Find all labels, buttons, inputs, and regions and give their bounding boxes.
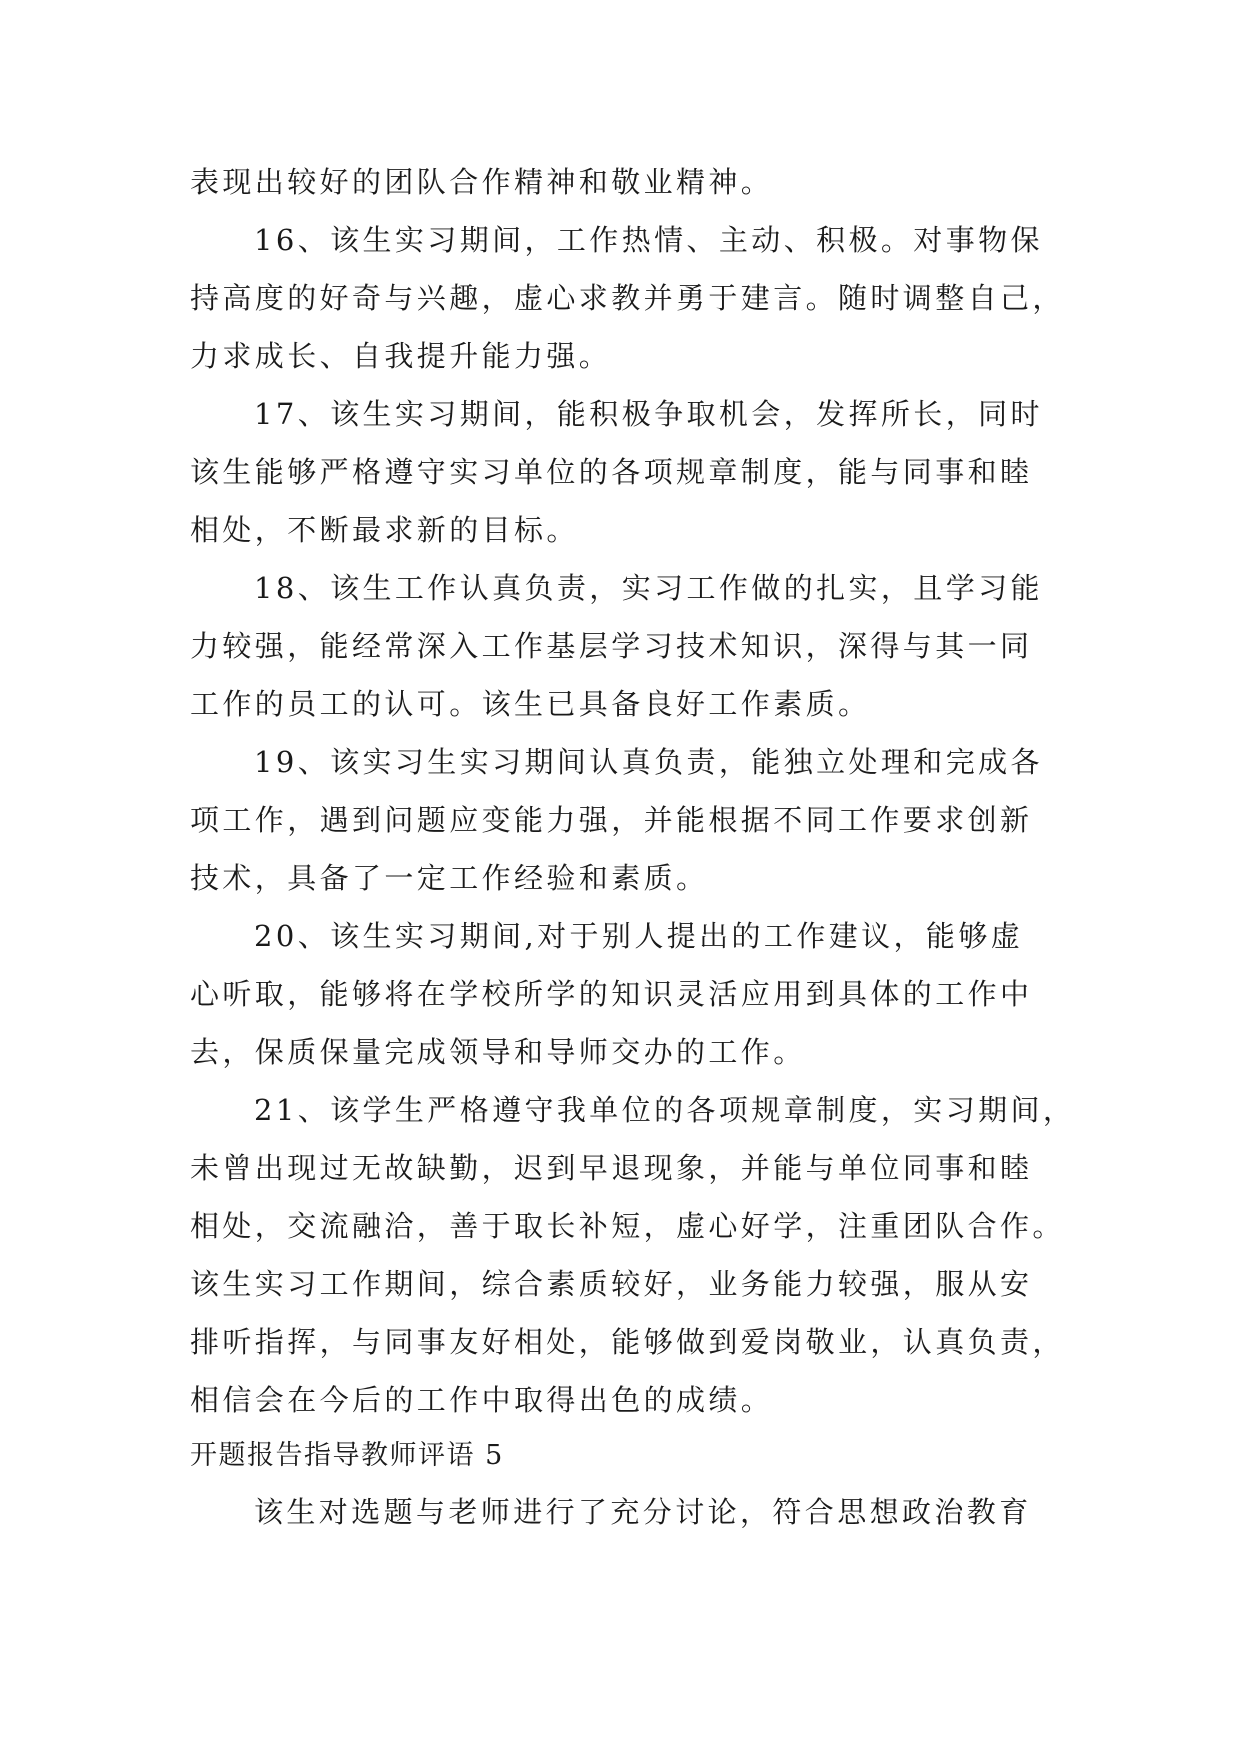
text-line: 项工作，遇到问题应变能力强，并能根据不同工作要求创新 [190,803,1033,837]
text-line: 相处，不断最求新的目标。 [190,513,579,547]
text-line: 相信会在今后的工作中取得出色的成绩。 [190,1383,774,1417]
text-line: 该生能够严格遵守实习单位的各项规章制度，能与同事和睦 [190,455,1033,489]
text-line: 16、该生实习期间，工作热情、主动、积极。对事物保 [254,223,1043,257]
paragraph-closing [190,1483,1050,1541]
text-line: 该生实习工作期间，综合素质较好，业务能力较强，服从安 [190,1267,1033,1301]
text-line: 19、该实习生实习期间认真负责，能独立处理和完成各 [254,745,1043,779]
text-line: 相处，交流融洽，善于取长补短，虚心好学，注重团队合作。 [190,1209,1065,1243]
paragraph-item-19 [190,733,1050,907]
text-line: 力较强，能经常深入工作基层学习技术知识，深得与其一同 [190,629,1033,663]
text-line: 去，保质保量完成领导和导师交办的工作。 [190,1035,806,1069]
text-line: 技术，具备了一定工作经验和素质。 [190,861,709,895]
text-line: 未曾出现过无故缺勤，迟到早退现象，并能与单位同事和睦 [190,1151,1033,1185]
paragraph-item-16 [190,211,1065,385]
paragraph-item-21 [190,1081,1076,1429]
text-line: 21、该学生严格遵守我单位的各项规章制度，实习期间， [254,1093,1076,1127]
paragraph-item-20 [190,907,1050,1081]
text-line: 表现出较好的团队合作精神和敬业精神。 [190,165,774,199]
paragraph-item-17 [190,385,1050,559]
text-line: 17、该生实习期间，能积极争取机会，发挥所长，同时 [254,397,1043,431]
text-line: 该生对选题与老师进行了充分讨论，符合思想政治教育 [254,1495,1032,1529]
text-line: 排听指挥，与同事友好相处，能够做到爱岗敬业，认真负责， [190,1325,1065,1359]
paragraph-intro [190,153,1050,211]
text-line: 力求成长、自我提升能力强。 [190,339,612,373]
text-line: 心听取，能够将在学校所学的知识灵活应用到具体的工作中 [190,977,1033,1011]
text-line: 20、该生实习期间,对于别人提出的工作建议，能够虚 [254,919,1024,953]
section-heading: 开题报告指导教师评语 5 [190,1440,504,1471]
text-line: 18、该生工作认真负责，实习工作做的扎实，且学习能 [254,571,1043,605]
text-line: 持高度的好奇与兴趣，虚心求教并勇于建言。随时调整自己， [190,281,1065,315]
document-page [190,153,1076,1541]
text-line: 工作的员工的认可。该生已具备良好工作素质。 [190,687,871,721]
paragraph-item-18 [190,559,1050,733]
